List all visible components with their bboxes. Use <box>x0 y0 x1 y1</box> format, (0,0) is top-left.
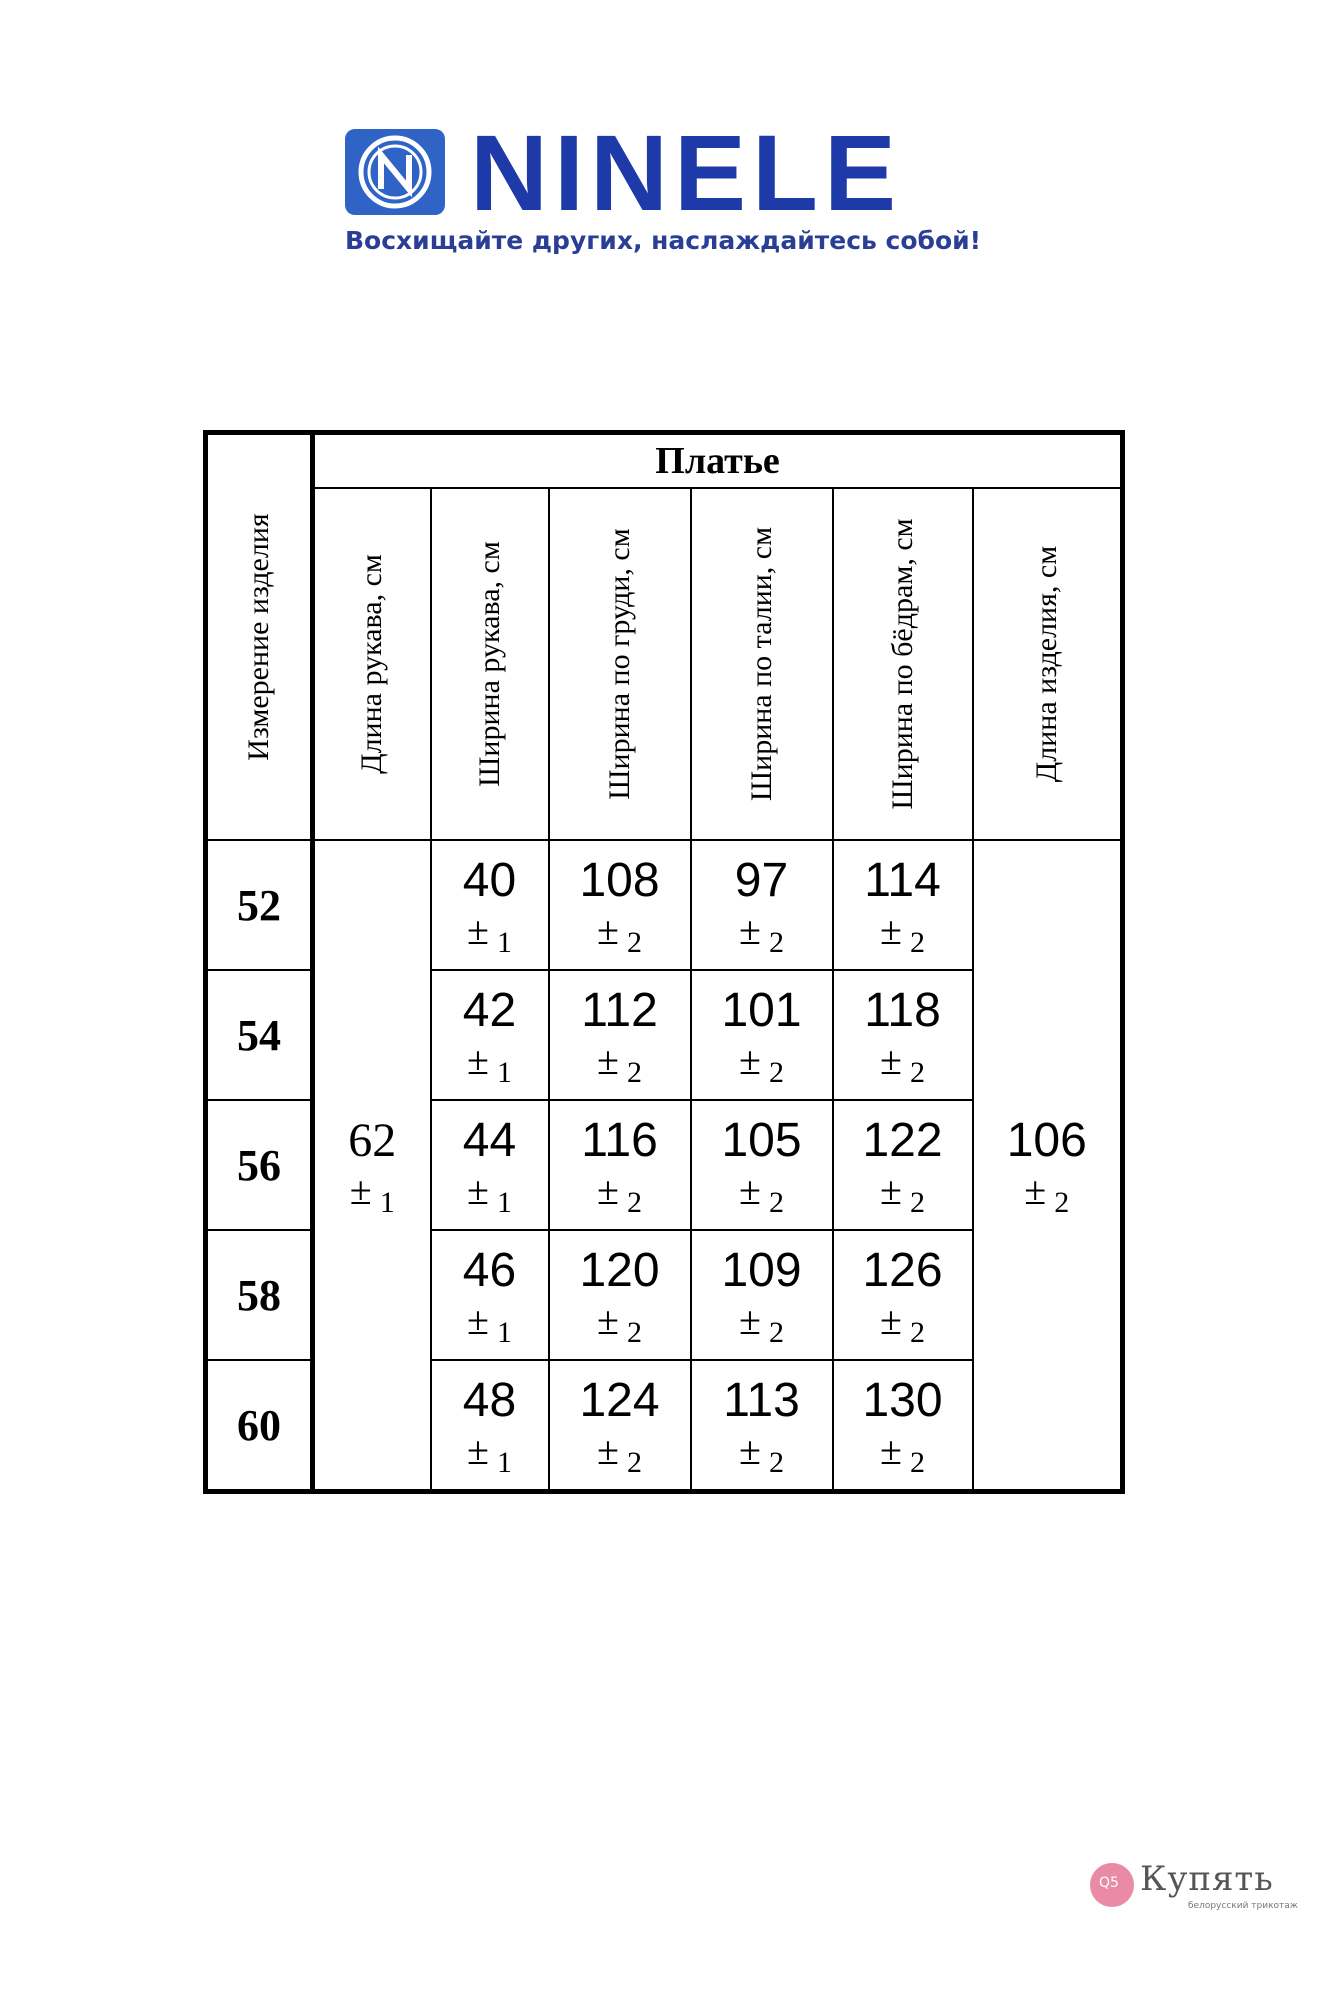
value-cell: 42 ± $_1$ <box>431 970 549 1100</box>
size-table <box>203 430 1125 1494</box>
column-header: Ширина рукава, см <box>431 488 549 840</box>
watermark-text: Купять <box>1140 1859 1274 1899</box>
size-cell: 52 <box>206 840 313 970</box>
brand-slogan: Восхищайте других, наслаждайтесь собой! <box>345 226 982 255</box>
brand-logo <box>345 112 995 265</box>
brand-name: NINELE <box>470 112 903 233</box>
size-cell: 54 <box>206 970 313 1100</box>
table-title: Платье <box>313 433 1123 489</box>
size-cell: 56 <box>206 1100 313 1230</box>
value-cell: 130 ± $_2$ <box>833 1360 973 1492</box>
value-cell: 112 ± $_2$ <box>549 970 691 1100</box>
value-cell: 116 ± $_2$ <box>549 1100 691 1230</box>
ninele-logo-icon <box>345 129 445 215</box>
size-cell: 60 <box>206 1360 313 1492</box>
value-cell: 40 ± $_1$ <box>431 840 549 970</box>
size-header-cell <box>206 433 313 841</box>
value-cell: 120 ± $_2$ <box>549 1230 691 1360</box>
watermark-badge-icon: Q5 <box>1090 1863 1134 1907</box>
watermark <box>1090 1855 1298 1925</box>
value-cell: 126 ± $_2$ <box>833 1230 973 1360</box>
column-header: Длина рукава, см <box>313 488 431 840</box>
value-cell: 44 ± $_1$ <box>431 1100 549 1230</box>
product-length-cell: 106 ± $_2$ <box>973 840 1123 1492</box>
column-header: Длина изделия, см <box>973 488 1123 840</box>
size-cell: 58 <box>206 1230 313 1360</box>
value-cell: 48 ± $_1$ <box>431 1360 549 1492</box>
value-cell: 101 ± $_2$ <box>691 970 833 1100</box>
value-cell: 108 ± $_2$ <box>549 840 691 970</box>
value-cell: 122 ± $_2$ <box>833 1100 973 1230</box>
value-cell: 113 ± $_2$ <box>691 1360 833 1492</box>
value-cell: 124 ± $_2$ <box>549 1360 691 1492</box>
value-cell: 97 ± $_2$ <box>691 840 833 970</box>
value-cell: 105 ± $_2$ <box>691 1100 833 1230</box>
column-header: Ширина по бёдрам, см <box>833 488 973 840</box>
column-header: Ширина по груди, см <box>549 488 691 840</box>
value-cell: 46 ± $_1$ <box>431 1230 549 1360</box>
watermark-subtext: белорусский трикотаж <box>1188 1901 1298 1911</box>
sleeve-length-cell: 62 ± $_1$ <box>313 840 431 1492</box>
value-cell: 109 ± $_2$ <box>691 1230 833 1360</box>
value-cell: 118 ± $_2$ <box>833 970 973 1100</box>
value-cell: 114 ± $_2$ <box>833 840 973 970</box>
column-header: Ширина по талии, см <box>691 488 833 840</box>
size-header: Измерение изделия <box>242 513 275 761</box>
table-row <box>206 840 1123 970</box>
